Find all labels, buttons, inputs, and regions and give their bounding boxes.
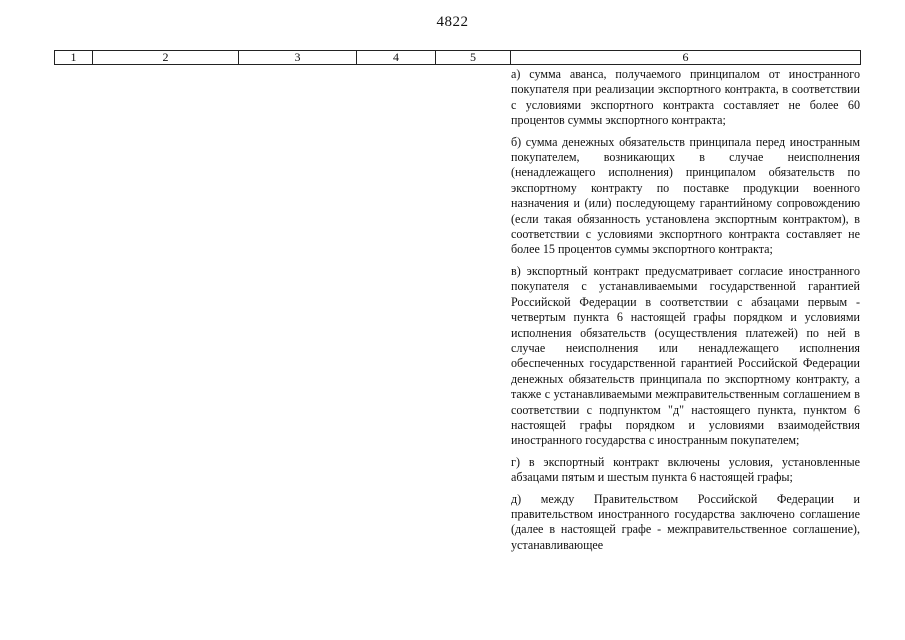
paragraph-a: а) сумма аванса, получаемого принципалом от иностранного покупателя при реализации экспортного контракта, в соответствии с условиями экспортного контракта составляет не более 60 процентов суммы экспортного контракта; [511, 67, 860, 128]
paragraph-g: г) в экспортный контракт включены условия, установленные абзацами пятым и шестым пункта 6 настоящей графы; [511, 454, 860, 485]
column-header-3: 3 [239, 51, 357, 64]
page-number: 4822 [436, 14, 469, 30]
paragraph-d: д) между Правительством Российской Федерации и правительством иностранного государства заключено соглашение (далее в настоящей графе - межправительственное соглашение), устанавливающее [511, 491, 860, 552]
column-header-4: 4 [357, 51, 436, 64]
column-header-5: 5 [436, 51, 511, 64]
paragraph-v: в) экспортный контракт предусматривает согласие иностранного покупателя с устанавливаемыми государственной гарантией Российской Федерации в соответствии с абзацами первым - четвертым пункта 6 настоящей графы порядком и условиями исполнения обязательств (осуществления платежей) по ней в случае неисполнения или ненадлежащего исполнения обеспеченных государственной гарантией Российской Федерации денежных обязательств принципала по экспортному контракту, а также с устанавливаемыми межправительственным соглашением в соответствии с подпунктом "д" настоящего пункта, пунктом 6 настоящей графы порядком и условиями взаимодействия иностранного государства с иностранным покупателем; [511, 263, 860, 448]
column-header-1: 1 [55, 51, 93, 64]
column-header-6: 6 [682, 50, 689, 64]
table-header-row [54, 50, 861, 65]
column-6-text [511, 67, 860, 559]
paragraph-b: б) сумма денежных обязательств принципала перед иностранным покупателем, возникающих в случае неисполнения (ненадлежащего исполнения) принципалом обязательств по экспортному контракту по поставке продукции военного назначения и (или) последующему гарантийному сопровождению (если такая обязанность установлена экспортным контрактом), в соответствии с условиями экспортного контракта составляет не более 15 процентов суммы экспортного контракта; [511, 134, 860, 257]
column-header-2: 2 [93, 51, 239, 64]
